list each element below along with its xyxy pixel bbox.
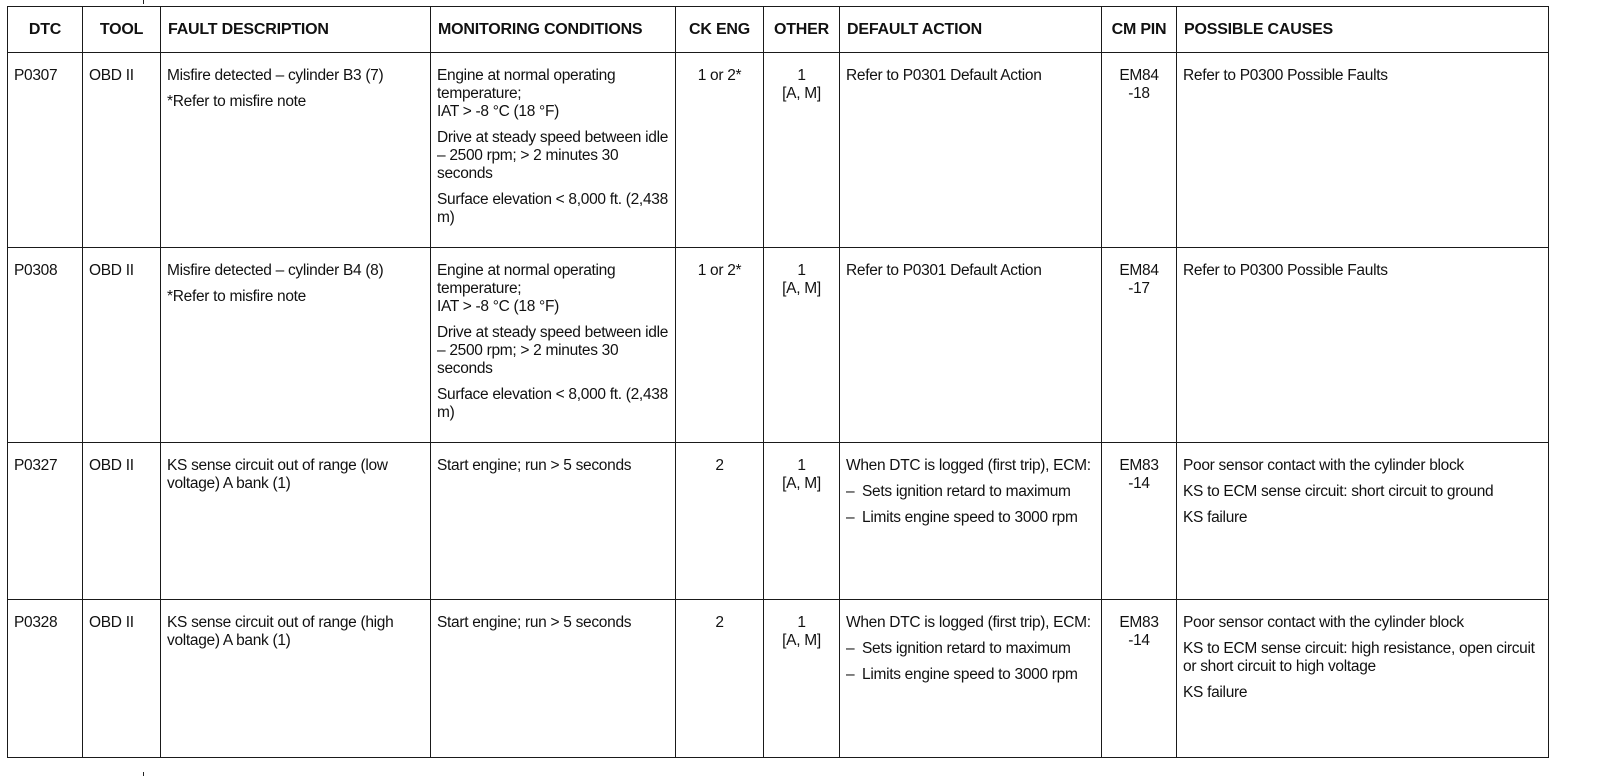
default-action-text: When DTC is logged (first trip), ECM: (846, 614, 1091, 631)
header-default-action: DEFAULT ACTION (840, 7, 1102, 53)
other-modes: [A, M] (782, 280, 821, 297)
tool: OBD II (83, 600, 161, 758)
default-action-item: – Limits engine speed to 3000 rpm (846, 509, 1095, 527)
possible-causes (1177, 443, 1549, 600)
monitoring-conditions (431, 248, 676, 443)
monitoring-line: IAT > -8 °C (18 °F) (437, 298, 559, 315)
fault-text: KS sense circuit out of range (low voltage) A bank (1) (167, 457, 388, 492)
default-action (840, 600, 1102, 758)
tool: OBD II (83, 248, 161, 443)
monitoring-conditions (431, 443, 676, 600)
cm-pin-connector: EM84 (1119, 262, 1159, 279)
other-value: 1 (797, 457, 806, 474)
default-action-item: – Sets ignition retard to maximum (846, 640, 1095, 658)
default-action-text: When DTC is logged (first trip), ECM: (846, 457, 1091, 474)
dtc-code: P0308 (8, 248, 83, 443)
dtc-table (7, 6, 1549, 758)
monitoring-line: Drive at steady speed between idle – 2500 rpm; > 2 minutes 30 seconds (437, 129, 669, 182)
cause-item: Refer to P0300 Possible Faults (1183, 67, 1388, 84)
crop-mark-top (143, 0, 144, 4)
dtc-code: P0328 (8, 600, 83, 758)
cause-item: KS failure (1183, 509, 1248, 526)
header-ck-eng: CK ENG (676, 7, 764, 53)
table-row (8, 600, 1549, 758)
ck-eng: 1 or 2* (676, 248, 764, 443)
other-value: 1 (797, 614, 806, 631)
default-action (840, 248, 1102, 443)
fault-text: Misfire detected – cylinder B4 (8) (167, 262, 384, 279)
fault-note: *Refer to misfire note (167, 93, 306, 110)
cause-item: Poor sensor contact with the cylinder block (1183, 457, 1464, 474)
header-tool: TOOL (83, 7, 161, 53)
dtc-code: P0327 (8, 443, 83, 600)
fault-text: KS sense circuit out of range (high voltage) A bank (1) (167, 614, 394, 649)
cm-pin-number: -17 (1128, 280, 1150, 297)
table-header-row (8, 7, 1549, 53)
header-other: OTHER (764, 7, 840, 53)
cm-pin-number: -18 (1128, 85, 1150, 102)
other (764, 600, 840, 758)
fault-text: Misfire detected – cylinder B3 (7) (167, 67, 384, 84)
cm-pin (1102, 443, 1177, 600)
ck-eng: 2 (676, 600, 764, 758)
table-row (8, 248, 1549, 443)
cm-pin-number: -14 (1128, 632, 1150, 649)
cm-pin-number: -14 (1128, 475, 1150, 492)
cm-pin (1102, 53, 1177, 248)
tool: OBD II (83, 53, 161, 248)
fault-note: *Refer to misfire note (167, 288, 306, 305)
table-row (8, 53, 1549, 248)
other-modes: [A, M] (782, 475, 821, 492)
possible-causes (1177, 53, 1549, 248)
monitoring-line: IAT > -8 °C (18 °F) (437, 103, 559, 120)
monitoring-line: Drive at steady speed between idle – 2500 rpm; > 2 minutes 30 seconds (437, 324, 669, 377)
monitoring-conditions (431, 53, 676, 248)
header-dtc: DTC (8, 7, 83, 53)
possible-causes (1177, 248, 1549, 443)
cm-pin (1102, 248, 1177, 443)
cause-item: Refer to P0300 Possible Faults (1183, 262, 1388, 279)
fault-description (161, 248, 431, 443)
default-action (840, 53, 1102, 248)
possible-causes (1177, 600, 1549, 758)
monitoring-conditions (431, 600, 676, 758)
cm-pin-connector: EM84 (1119, 67, 1159, 84)
header-fault-description: FAULT DESCRIPTION (161, 7, 431, 53)
header-cm-pin: CM PIN (1102, 7, 1177, 53)
fault-description (161, 443, 431, 600)
monitoring-line: Start engine; run > 5 seconds (437, 457, 632, 474)
other (764, 443, 840, 600)
monitoring-line: Surface elevation < 8,000 ft. (2,438 m) (437, 191, 668, 226)
other-value: 1 (797, 67, 806, 84)
header-possible-causes: POSSIBLE CAUSES (1177, 7, 1549, 53)
fault-description (161, 600, 431, 758)
default-action-text: Refer to P0301 Default Action (846, 67, 1042, 84)
table-row (8, 443, 1549, 600)
cause-item: KS to ECM sense circuit: short circuit to ground (1183, 483, 1494, 500)
monitoring-line: Surface elevation < 8,000 ft. (2,438 m) (437, 386, 668, 421)
dtc-code: P0307 (8, 53, 83, 248)
monitoring-line: Engine at normal operating temperature; (437, 67, 616, 102)
monitoring-line: Engine at normal operating temperature; (437, 262, 616, 297)
cause-item: KS to ECM sense circuit: high resistance, open circuit or short circuit to high voltage (1183, 640, 1535, 675)
cm-pin (1102, 600, 1177, 758)
tool: OBD II (83, 443, 161, 600)
default-action-text: Refer to P0301 Default Action (846, 262, 1042, 279)
ck-eng: 1 or 2* (676, 53, 764, 248)
cause-item: KS failure (1183, 684, 1248, 701)
default-action (840, 443, 1102, 600)
other-modes: [A, M] (782, 632, 821, 649)
ck-eng: 2 (676, 443, 764, 600)
other-value: 1 (797, 262, 806, 279)
cm-pin-connector: EM83 (1119, 614, 1159, 631)
fault-description (161, 53, 431, 248)
cause-item: Poor sensor contact with the cylinder block (1183, 614, 1464, 631)
header-monitoring-conditions: MONITORING CONDITIONS (431, 7, 676, 53)
other (764, 248, 840, 443)
default-action-item: – Limits engine speed to 3000 rpm (846, 666, 1095, 684)
other-modes: [A, M] (782, 85, 821, 102)
monitoring-line: Start engine; run > 5 seconds (437, 614, 632, 631)
crop-mark-bottom (143, 772, 144, 776)
cm-pin-connector: EM83 (1119, 457, 1159, 474)
default-action-item: – Sets ignition retard to maximum (846, 483, 1095, 501)
other (764, 53, 840, 248)
